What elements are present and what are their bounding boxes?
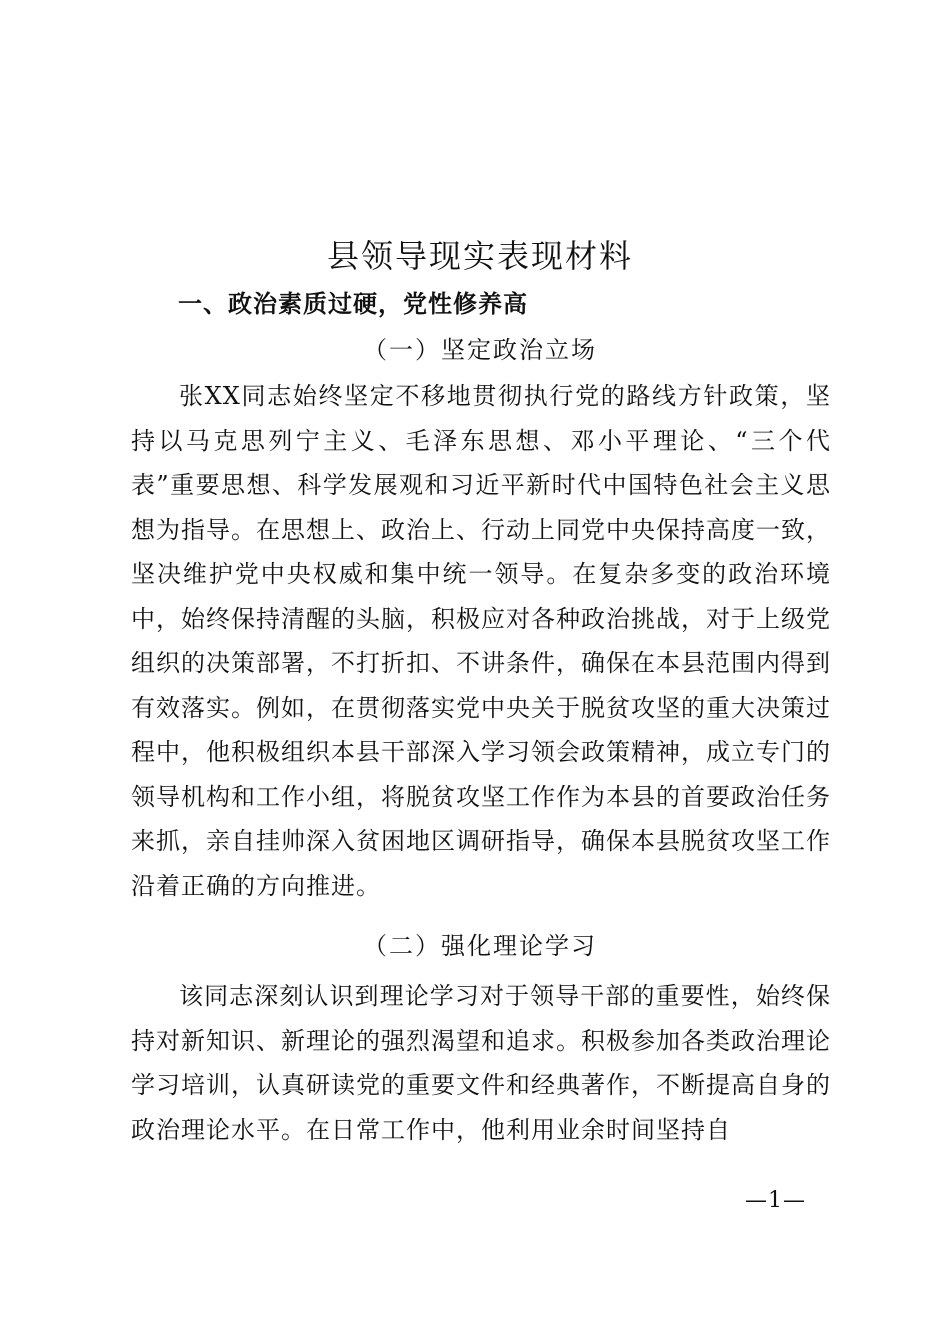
- body-paragraph-1: 张XX同志始终坚定不移地贯彻执行党的路线方针政策，坚持以马克思列宁主义、毛泽东思想、邓小平理论、“三个代表”重要思想、科学发展观和习近平新时代中国特色社会主义思想为指导。在思想上、政治上、行动上同党中央保持高度一致，坚决维护党中央权威和集中统一领导。在复杂多变的政治环境中，始终保持清醒的头脑，积极应对各种政治挑战，对于上级党组织的决策部署，不打折扣、不讲条件，确保在本县范围内得到有效落实。例如，在贯彻落实党中央关于脱贫攻坚的重大决策过程中，他积极组织本县干部深入学习领会政策精神，成立专门的领导机构和工作小组，将脱贫攻坚工作作为本县的首要政治任务来抓，亲自挂帅深入贫困地区调研指导，确保本县脱贫攻坚工作沿着正确的方向推进。: [131, 382, 831, 900]
- document-title: 县领导现实表现材料: [326, 237, 633, 275]
- body-paragraph-2: 该同志深刻认识到理论学习对于领导干部的重要性，始终保持对新知识、新理论的强烈渴望和追求。积极参加各类政治理论学习培训，认真研读党的重要文件和经典著作，不断提高自身的政治理论水平。在日常工作中，他利用业余时间坚持自: [131, 982, 831, 1144]
- page-number: —1—: [745, 1188, 806, 1213]
- section-heading: 一、政治素质过硬，党性修养高: [178, 290, 528, 318]
- subsection-heading-2: （二）强化理论学习: [363, 932, 597, 960]
- subsection-heading-1: （一）坚定政治立场: [363, 336, 597, 364]
